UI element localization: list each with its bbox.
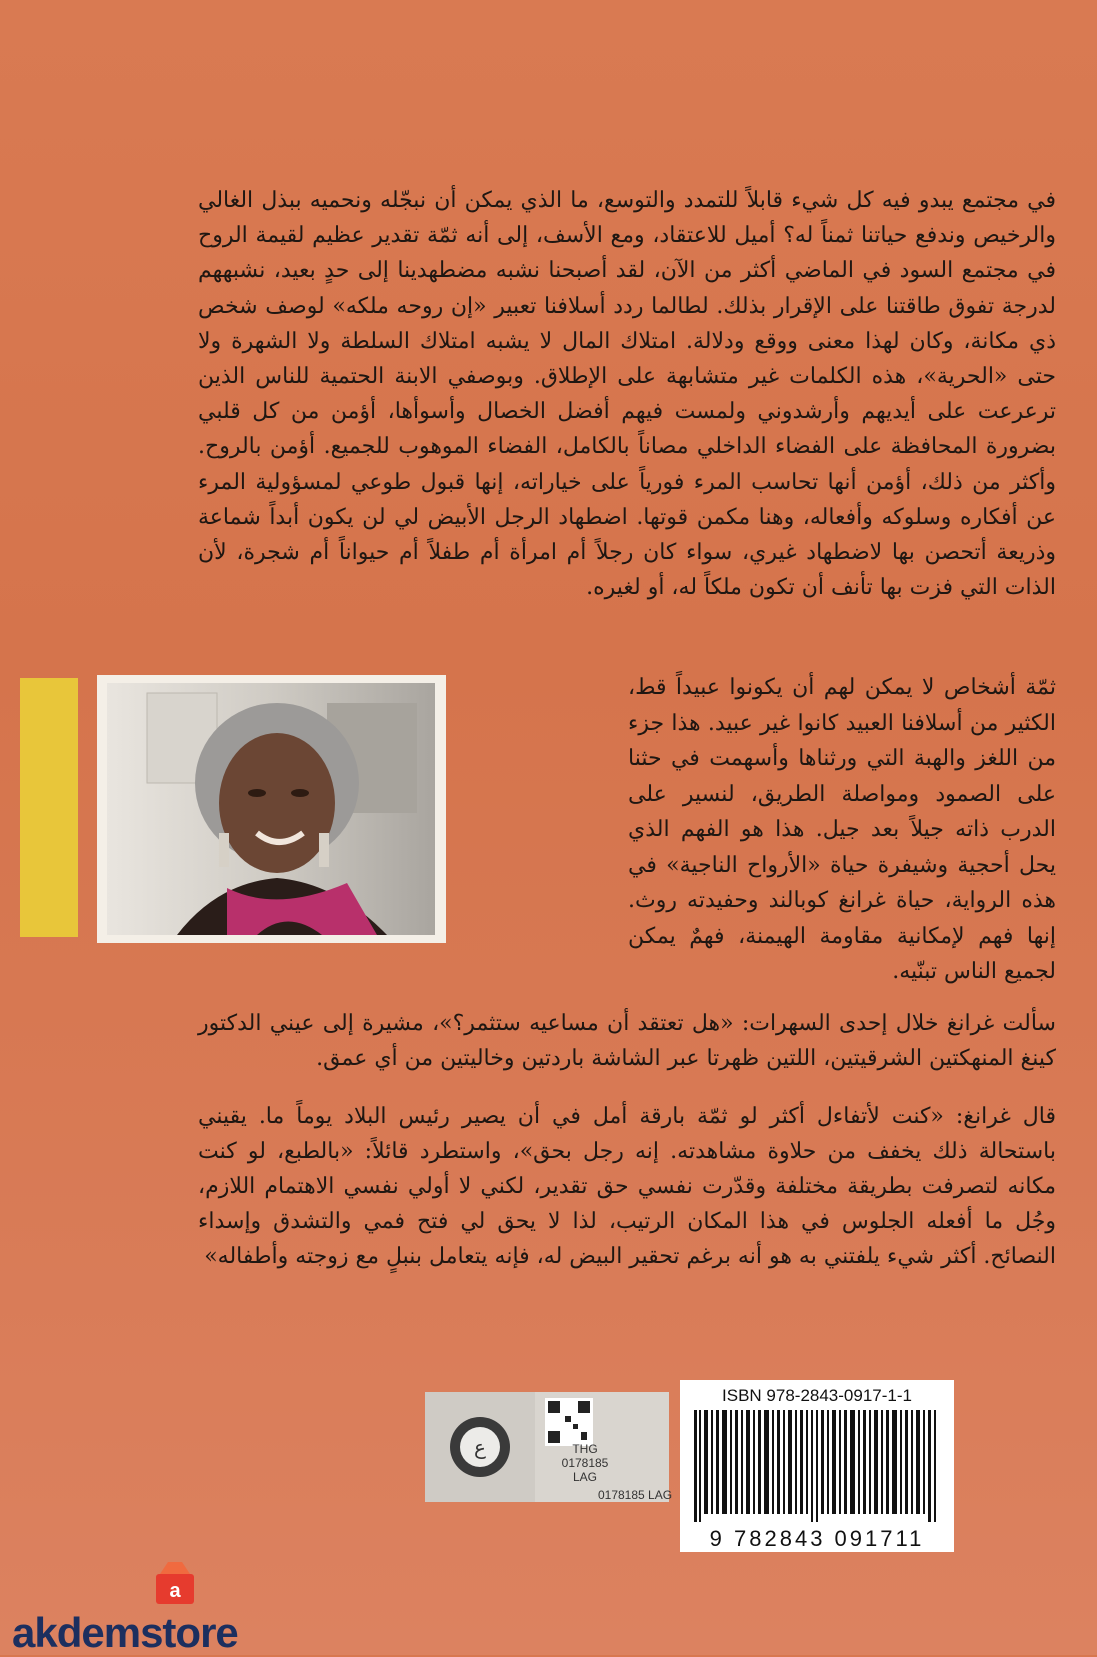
svg-text:ع: ع <box>474 1435 486 1459</box>
barcode-bars <box>690 1410 944 1522</box>
store-watermark: akdemstore <box>12 1609 238 1656</box>
shopping-cart-book-icon <box>150 1560 200 1612</box>
svg-text:a: a <box>169 1580 181 1602</box>
decorative-yellow-band <box>20 678 78 937</box>
isbn-barcode <box>680 1380 954 1552</box>
author-photo <box>107 683 435 935</box>
blurb-paragraph-1: في مجتمع يبدو فيه كل شيء قابلاً للتمدد والتوسع، ما الذي يمكن أن نبجّله ونحميه ببذل الغالي والرخيص وندفع حياتنا ثمناً له؟ أميل للاعتقاد، ومع الأسف، إلى أنه ثمّة تقدير عظيم لقيمة الروح في مجتمع السود في الماضي أكثر من الآن، لقد أصبحنا نشبه مضطهدينا إلى حدٍ بعيد، نشبههم لدرجة تفوق طاقتنا على الإقرار بذلك. لطالما ردد أسلافنا تعبير «إن روحه ملكه» لوصف شخص ذي مكانة، وكان لهذا معنى ووقع ودلالة. امتلاك المال لا يشبه امتلاك السلطة ولا الشهرة ولا حتى «الحرية»، هذه الكلمات غير متشابهة على الإطلاق. وبوصفي الابنة الحتمية للناس الذين ترعرعت على أيديهم وأرشدوني ولمست فيهم أفضل الخصال وأسوأها، أؤمن من كل قلبي بضرورة المحافظة على الفضاء الداخلي مصاناً بالكامل، الفضاء الموهوب للجميع. أؤمن بالروح. وأكثر من ذلك، أؤمن أنها تحاسب المرء فورياً على خياراته، إنها قبول طوعي لمسؤولية المرء عن أفكاره وسلوكه وأفعاله، وهنا مكمن قوتها. اضطهاد الرجل الأبيض لي لن يكون أبداً شماعة وذريعة أتحصن بها لاضطهاد غيري، سواء كان رجلاً أم امرأة أم طفلاً أم حيواناً أم شجرة، لأن الذات التي فزت بها تأنف أن تكون ملكاً له، أو لغيره. <box>198 188 1056 601</box>
price-sticker <box>425 1392 669 1502</box>
blurb-paragraph-4: قال غرانغ: «كنت لأتفاءل أكثر لو ثمّة بارقة أمل في أن يصير رئيس البلاد يوماً ما. يقيني باستحالة ذلك يخفف من حلاوة مشاهدته. إنه رجل بحق»، واستطرد قائلاً: «بالطبع، لو كنت مكانه لتصرفت بطريقة مختلفة وقدّرت نفسي حق تقدير، لكني لا أولي نفسي الاهتمام اللازم، وجُل ما أفعله الجلوس في هذا المكان الرتيب، لذا لا يحق لي فتح فمي والتشدق وإسداء النصائح. أكثر شيء يلفتني به هو أنه برغم تحقير البيض له، فإنه يتعامل بنبلٍ مع زوجته وأطفاله» <box>198 1104 1056 1269</box>
blurb-paragraph-3: سألت غرانغ خلال إحدى السهرات: «هل تعتقد أن مساعيه ستثمر؟»، مشيرة إلى عيني الدكتور كينغ المنهكتين الشرقيتين، اللتين ظهرتا عبر الشاشة باردتين وخاليتين من أي عمق. <box>198 1011 1056 1071</box>
sticker-code-bottom: 0178185 LAG <box>597 1488 673 1502</box>
sticker-code: THG 0178185 LAG <box>561 1442 609 1484</box>
barcode-digits: 9 782843 091711 <box>709 1526 925 1551</box>
blurb-paragraph-2: ثمّة أشخاص لا يمكن لهم أن يكونوا عبيداً قط، الكثير من أسلافنا العبيد كانوا غير عبيد. هذا جزء من اللغز والهبة التي ورثناها وأسهمت في حثنا على الصمود ومواصلة الطريق، لنسير على الدرب ذاته جيلاً بعد جيل. هذا هو الفهم الذي يحل أحجية وشيفرة حياة «الأرواح الناجية» في هذه الرواية، حياة غرانغ كوبالند وحفيدته روث. إنها فهم لإمكانية مقاومة الهيمنة، فهمٌ يمكن لجميع الناس تبنّيه. <box>628 675 1056 984</box>
isbn-label: ISBN 978-2843-0917-1-1 <box>722 1386 912 1405</box>
